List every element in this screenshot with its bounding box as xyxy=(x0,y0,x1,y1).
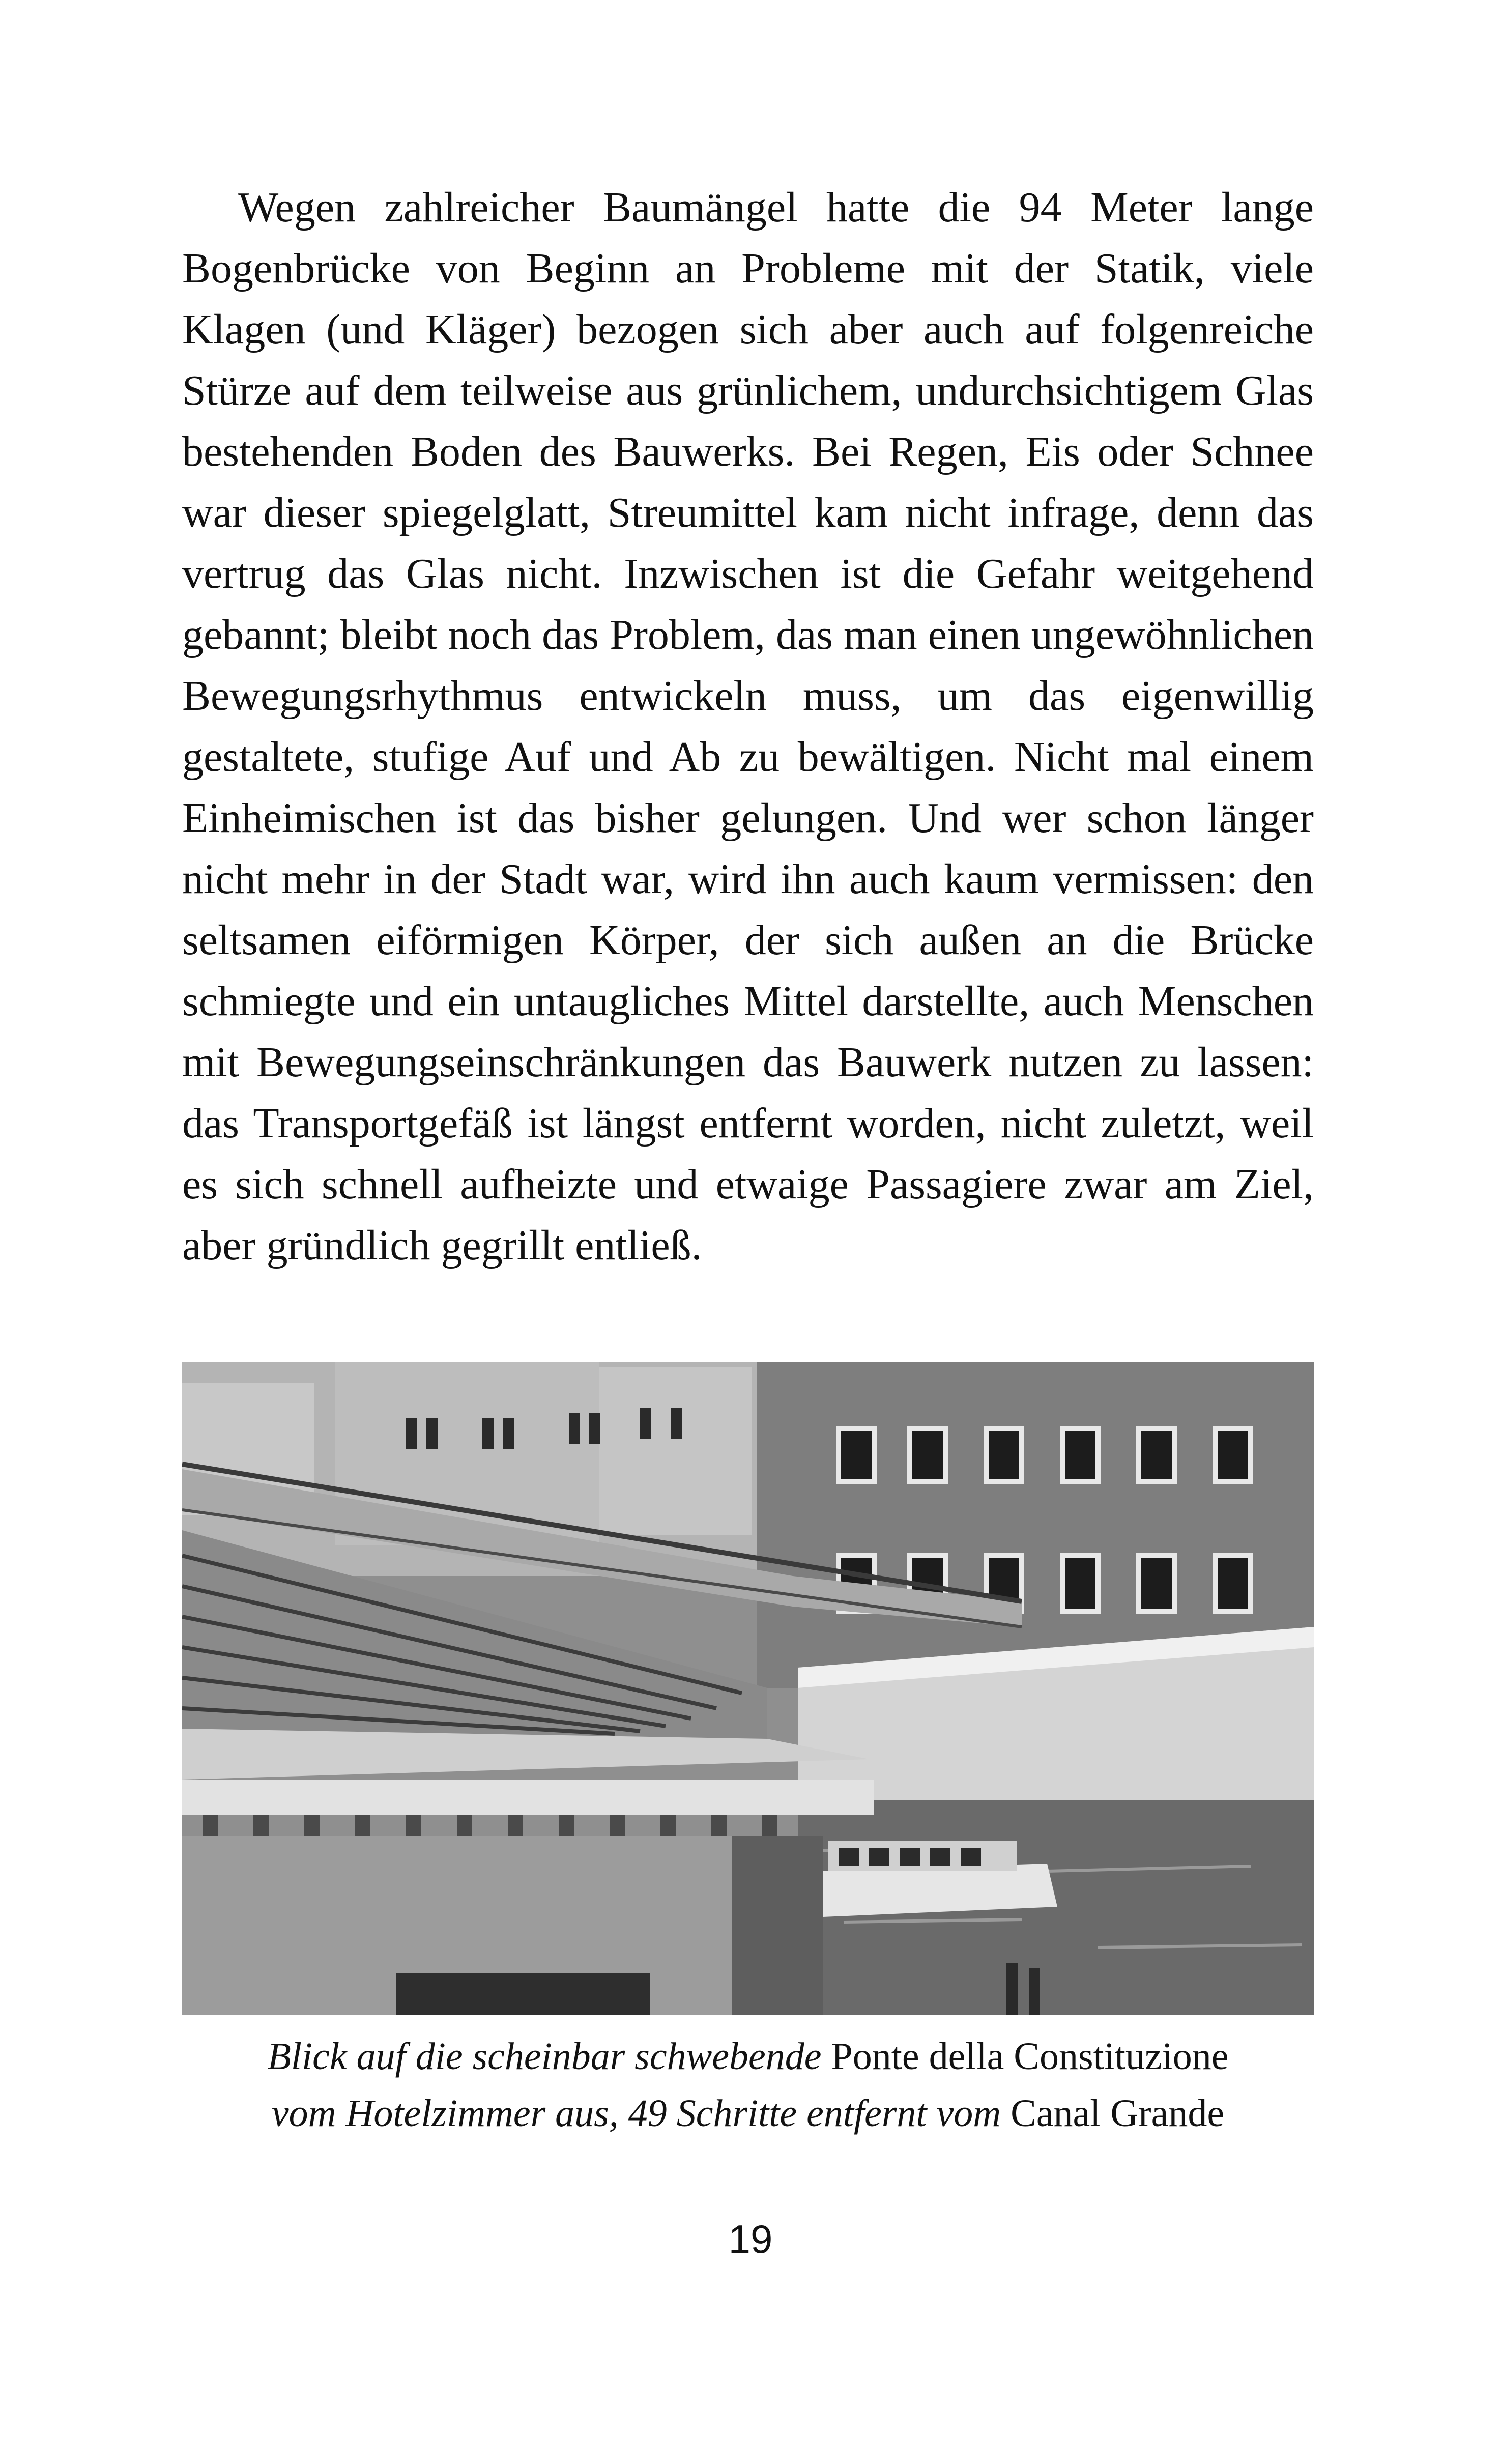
body-text-block xyxy=(182,177,1314,1276)
body-paragraph: Wegen zahlreicher Baumängel hatte die 94 Meter lange Bogenbrücke von Beginn an Probleme mit der Statik, viele Klagen (und Kläger) bezogen sich aber auch auf folgenreiche Stürze auf dem teilweise aus grünlichem, undurchsichtigem Glas bestehenden Boden des Bauwerks. Bei Regen, Eis oder Schnee war dieser spiegelglatt, Streumittel kam nicht infrage, denn das vertrug das Glas nicht. Inzwischen ist die Gefahr weitgehend gebannt; bleibt noch das Problem, das man einen ungewöhnlichen Bewegungsrhythmus entwickeln muss, um das eigenwillig gestaltete, stufige Auf und Ab zu bewältigen. Nicht mal einem Einheimischen ist das bisher gelungen. Und wer schon länger nicht mehr in der Stadt war, wird ihn auch kaum vermissen: den seltsamen eiförmigen Körper, der sich außen an die Brücke schmiegte und ein untaugliches Mittel darstellte, auch Menschen mit Bewegungseinschränkungen das Bauwerk nutzen zu lassen: das Transportgefäß ist längst entfernt worden, nicht zuletzt, weil es sich schnell aufheizte und etwaige Passagiere zwar am Ziel, aber gründlich gegrillt entließ. xyxy=(182,184,1314,1269)
caption-line-1-italic: Blick auf die scheinbar schwebende xyxy=(267,2035,822,2078)
page-number: 19 xyxy=(728,2217,773,2261)
venice-bridge-photo xyxy=(182,1362,1314,2015)
photo-caption xyxy=(153,2028,1343,2142)
caption-line-2-name: Canal Grande xyxy=(1011,2092,1225,2135)
caption-line-2 xyxy=(153,2085,1343,2142)
caption-line-1 xyxy=(153,2028,1343,2085)
caption-line-1-name: Ponte della Constituzione xyxy=(831,2035,1229,2078)
caption-line-2-italic: vom Hotelzimmer aus, 49 Schritte entfernt vom xyxy=(271,2092,1001,2135)
